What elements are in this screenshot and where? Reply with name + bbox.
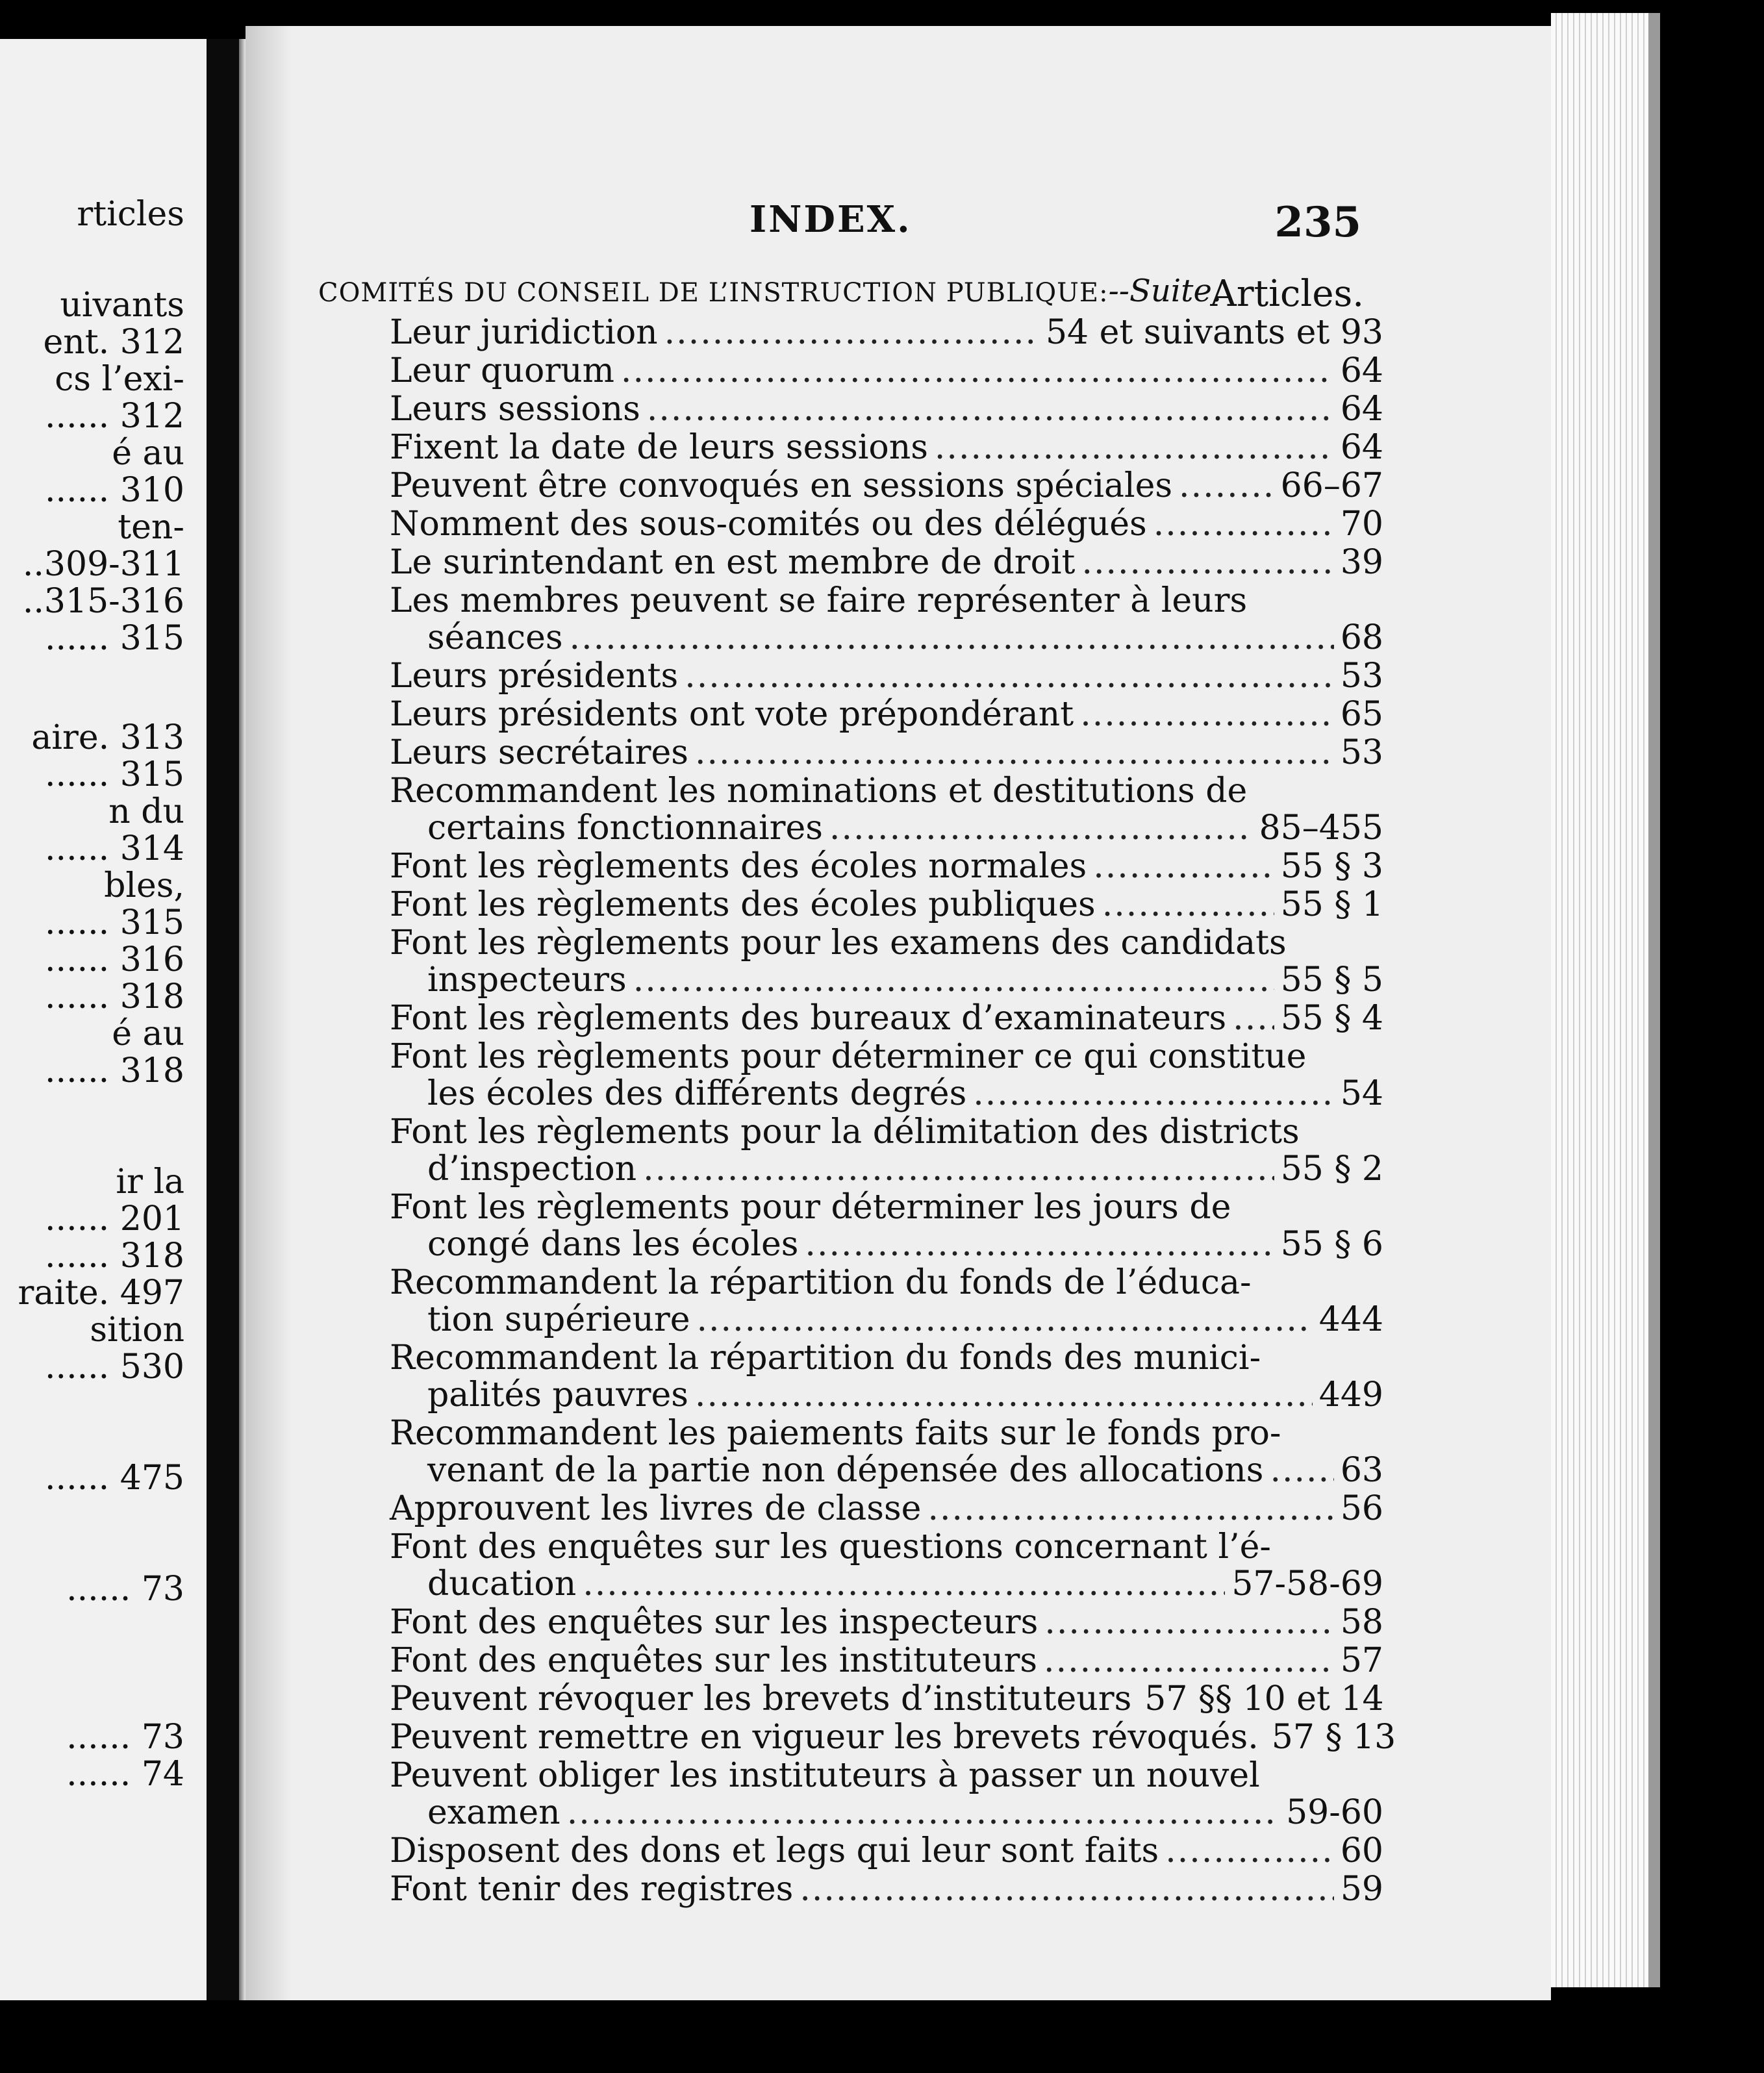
dot-leader bbox=[1165, 1831, 1334, 1870]
dot-leader bbox=[829, 809, 1253, 848]
index-entry bbox=[390, 543, 1383, 580]
article-reference: 65 bbox=[1340, 695, 1383, 734]
facing-page-line: ent. 312 bbox=[43, 323, 184, 362]
facing-page-line: é au bbox=[112, 1014, 184, 1053]
entry-text: Le surintendant en est membre de droit bbox=[390, 543, 1076, 582]
article-reference: 57 bbox=[1340, 1641, 1383, 1680]
entry-text: Font les règlements des bureaux d’examinateurs bbox=[390, 999, 1227, 1038]
dot-leader bbox=[696, 1300, 1312, 1339]
facing-page-line: ...... 316 bbox=[45, 940, 184, 979]
page-number: 235 bbox=[1274, 198, 1361, 247]
index-entry bbox=[390, 885, 1383, 922]
index-entry bbox=[390, 1756, 1383, 1830]
article-reference: 55 § 1 bbox=[1280, 885, 1383, 924]
index-entry bbox=[390, 1489, 1383, 1526]
facing-page-line: sition bbox=[90, 1311, 184, 1350]
facing-page-line: n du bbox=[108, 792, 184, 831]
facing-page-line: ..315-316 bbox=[22, 582, 184, 621]
entry-text: palités pauvres bbox=[427, 1376, 688, 1414]
entry-text: Font les règlements pour déterminer les jours de bbox=[390, 1188, 1231, 1227]
column-label: Articles. bbox=[1210, 273, 1364, 315]
entry-text: Leur quorum bbox=[390, 351, 614, 390]
index-page bbox=[246, 26, 1551, 2000]
article-reference: 57 §§ 10 et 14 bbox=[1144, 1679, 1384, 1718]
article-reference: 70 bbox=[1340, 505, 1383, 544]
index-entry bbox=[390, 999, 1383, 1036]
page-header bbox=[246, 198, 1551, 250]
article-reference: 55 § 2 bbox=[1280, 1150, 1383, 1188]
index-entry bbox=[390, 505, 1383, 542]
index-entry bbox=[390, 1679, 1383, 1716]
entry-text: Font les règlements pour les examens des candidats bbox=[390, 923, 1287, 962]
article-reference: 64 bbox=[1340, 390, 1383, 429]
dot-leader bbox=[1179, 466, 1274, 505]
entry-text: Recommandent les nominations et destitutions de bbox=[390, 772, 1248, 810]
dot-leader bbox=[583, 1564, 1225, 1603]
dot-leader bbox=[1270, 1451, 1333, 1490]
facing-page-line: ir la bbox=[116, 1162, 184, 1201]
entry-text: Font des enquêtes sur les instituteurs bbox=[390, 1641, 1038, 1680]
entry-text: Peuvent révoquer les brevets d’instituteurs bbox=[390, 1679, 1132, 1718]
facing-page-line: ...... 318 bbox=[45, 1051, 184, 1090]
entry-text: Font les règlements des écoles publiques bbox=[390, 885, 1096, 924]
article-reference: 54 et suivants et 93 bbox=[1045, 313, 1383, 352]
entry-text: Disposent des dons et legs qui leur sont faits bbox=[390, 1831, 1159, 1870]
facing-page-line: ...... 74 bbox=[66, 1755, 184, 1794]
dot-leader bbox=[685, 657, 1334, 696]
index-entry bbox=[390, 1870, 1383, 1907]
article-reference: 58 bbox=[1340, 1603, 1383, 1642]
dot-leader bbox=[567, 1793, 1279, 1832]
dot-leader bbox=[927, 1489, 1333, 1528]
index-entry bbox=[390, 351, 1383, 388]
dot-leader bbox=[805, 1225, 1274, 1264]
article-reference: 59-60 bbox=[1286, 1793, 1383, 1832]
index-entry bbox=[390, 313, 1383, 350]
dot-leader bbox=[570, 618, 1334, 657]
page-edges bbox=[1551, 13, 1648, 1987]
section-continuation: --Suite. bbox=[1108, 273, 1222, 309]
section-title: COMITÉS DU CONSEIL DE L’INSTRUCTION PUBLIQUE: bbox=[318, 278, 1109, 308]
dot-leader bbox=[1081, 543, 1333, 582]
entry-text: Fixent la date de leurs sessions bbox=[390, 428, 928, 467]
facing-page-line: rticles bbox=[77, 195, 184, 234]
article-reference: 56 bbox=[1340, 1489, 1383, 1528]
entry-text: tion supérieure bbox=[427, 1300, 690, 1339]
article-reference: 39 bbox=[1340, 543, 1383, 582]
facing-page-line: ...... 73 bbox=[66, 1718, 184, 1757]
article-reference: 55 § 4 bbox=[1280, 999, 1383, 1038]
dot-leader bbox=[621, 351, 1334, 390]
facing-page-line: raite. 497 bbox=[18, 1274, 184, 1313]
index-entry bbox=[390, 1263, 1383, 1337]
index-entry bbox=[390, 1112, 1383, 1187]
index-entry bbox=[390, 1718, 1396, 1757]
article-reference: 63 bbox=[1340, 1451, 1383, 1490]
facing-page-line: uivants bbox=[60, 286, 184, 325]
running-head: INDEX. bbox=[750, 198, 912, 241]
dot-leader bbox=[800, 1870, 1333, 1909]
entry-text: ducation bbox=[427, 1564, 577, 1603]
dot-leader bbox=[1102, 885, 1274, 924]
entry-text: Recommandent la répartition du fonds de l’éduca- bbox=[390, 1263, 1252, 1302]
facing-page-line: é au bbox=[112, 434, 184, 473]
index-entry bbox=[390, 1037, 1383, 1111]
dot-leader bbox=[935, 428, 1334, 467]
dot-leader bbox=[695, 1376, 1313, 1414]
entry-text: certains fonctionnaires bbox=[427, 809, 823, 848]
article-reference: 64 bbox=[1340, 351, 1383, 390]
article-reference: 444 bbox=[1318, 1300, 1383, 1339]
index-entry bbox=[390, 466, 1383, 503]
facing-page-line: cs l’exi- bbox=[55, 360, 184, 399]
index-entry bbox=[390, 1831, 1383, 1868]
facing-page-line: ...... 530 bbox=[45, 1348, 184, 1387]
facing-page-line: ...... 201 bbox=[45, 1200, 184, 1238]
facing-page-line: ...... 318 bbox=[45, 977, 184, 1016]
index-entry bbox=[390, 733, 1383, 770]
dot-leader bbox=[695, 733, 1334, 772]
facing-page-line: ...... 312 bbox=[45, 397, 184, 436]
index-entry bbox=[390, 1527, 1383, 1602]
entry-text: Font les règlements pour la délimitation des districts bbox=[390, 1112, 1300, 1151]
article-reference: 54 bbox=[1340, 1074, 1383, 1113]
facing-page-left bbox=[0, 39, 207, 2000]
article-reference: 53 bbox=[1340, 657, 1383, 696]
index-entry bbox=[390, 1603, 1383, 1640]
index-entry bbox=[390, 1338, 1383, 1413]
page-edges-shadow bbox=[1648, 13, 1660, 1987]
entry-text: Leurs présidents ont vote prépondérant bbox=[390, 695, 1074, 734]
entry-text: congé dans les écoles bbox=[427, 1225, 799, 1264]
dot-leader bbox=[1080, 695, 1334, 734]
index-entry bbox=[390, 847, 1383, 884]
entry-text: Font tenir des registres bbox=[390, 1870, 794, 1909]
dot-leader bbox=[643, 1150, 1274, 1188]
index-entry bbox=[390, 581, 1383, 655]
dot-leader bbox=[1044, 1603, 1334, 1642]
facing-page-line: ...... 310 bbox=[45, 471, 184, 510]
spine-edge bbox=[239, 39, 246, 2000]
article-reference: 53 bbox=[1340, 733, 1383, 772]
dot-leader bbox=[973, 1074, 1334, 1113]
article-reference: 68 bbox=[1340, 618, 1383, 657]
entry-text: Les membres peuvent se faire représenter à leurs bbox=[390, 581, 1248, 620]
facing-page-line: ...... 315 bbox=[45, 619, 184, 658]
entry-text: les écoles des différents degrés bbox=[427, 1074, 967, 1113]
entry-text: Approuvent les livres de classe bbox=[390, 1489, 922, 1528]
index-entry bbox=[390, 1414, 1383, 1488]
index-entry bbox=[390, 390, 1383, 427]
dot-leader bbox=[633, 961, 1274, 999]
entry-text: Font les règlements des écoles normales bbox=[390, 847, 1087, 886]
article-reference: 66–67 bbox=[1280, 466, 1383, 505]
index-entry bbox=[390, 428, 1383, 465]
article-reference: 59 bbox=[1340, 1870, 1383, 1909]
facing-page-line: ...... 318 bbox=[45, 1237, 184, 1275]
entry-text: examen bbox=[427, 1793, 561, 1832]
entry-text: Peuvent remettre en vigueur les brevets révoqués. bbox=[390, 1718, 1259, 1757]
article-reference: 64 bbox=[1340, 428, 1383, 467]
entry-text: d’inspection bbox=[427, 1150, 637, 1188]
gutter-shadow bbox=[246, 26, 291, 2000]
entry-text: Recommandent la répartition du fonds des munici- bbox=[390, 1338, 1261, 1377]
facing-page-line: ...... 315 bbox=[45, 755, 184, 794]
article-reference: 55 § 6 bbox=[1280, 1225, 1383, 1264]
entry-text: Leurs sessions bbox=[390, 390, 640, 429]
article-reference: 55 § 3 bbox=[1280, 847, 1383, 886]
entry-text: Font des enquêtes sur les inspecteurs bbox=[390, 1603, 1039, 1642]
index-entry bbox=[390, 923, 1383, 998]
entry-text: Nomment des sous-comités ou des délégués bbox=[390, 505, 1147, 544]
entry-text: Peuvent obliger les instituteurs à passer un nouvel bbox=[390, 1756, 1260, 1795]
facing-page-line: ten- bbox=[118, 508, 184, 547]
dot-leader bbox=[1233, 999, 1274, 1038]
facing-page-line: ...... 475 bbox=[45, 1459, 184, 1498]
facing-page-line: ...... 73 bbox=[66, 1570, 184, 1609]
entry-text: Leurs secrétaires bbox=[390, 733, 688, 772]
article-reference: 85–455 bbox=[1259, 809, 1383, 848]
book-spine bbox=[207, 39, 239, 2000]
dot-leader bbox=[1093, 847, 1274, 886]
dot-leader bbox=[1044, 1641, 1334, 1680]
article-reference: 60 bbox=[1340, 1831, 1383, 1870]
index-entry bbox=[390, 772, 1383, 846]
entry-text: séances bbox=[427, 618, 563, 657]
entry-text: Recommandent les paiements faits sur le fonds pro- bbox=[390, 1414, 1281, 1453]
entry-text: Leur juridiction bbox=[390, 313, 658, 352]
entry-text: Font des enquêtes sur les questions concernant l’é- bbox=[390, 1527, 1271, 1566]
article-reference: 57 § 13 bbox=[1271, 1718, 1396, 1757]
index-entry bbox=[390, 657, 1383, 694]
dot-leader bbox=[1153, 505, 1334, 544]
index-entries bbox=[390, 313, 1396, 1909]
article-reference: 57-58-69 bbox=[1231, 1564, 1383, 1603]
dot-leader bbox=[647, 390, 1334, 429]
facing-page-line: aire. 313 bbox=[31, 718, 184, 757]
section-heading bbox=[318, 273, 1364, 315]
index-entry bbox=[390, 695, 1383, 732]
index-entry bbox=[390, 1188, 1383, 1262]
facing-page-line: ...... 315 bbox=[45, 903, 184, 942]
article-reference: 449 bbox=[1318, 1376, 1383, 1414]
facing-page-line: ...... 314 bbox=[45, 829, 184, 868]
index-entry bbox=[390, 1641, 1383, 1678]
dot-leader bbox=[664, 313, 1039, 352]
entry-text: Peuvent être convoqués en sessions spéciales bbox=[390, 466, 1173, 505]
article-reference: 55 § 5 bbox=[1280, 961, 1383, 999]
facing-page-line: bles, bbox=[104, 866, 184, 905]
entry-text: inspecteurs bbox=[427, 961, 627, 999]
entry-text: venant de la partie non dépensée des allocations bbox=[427, 1451, 1264, 1490]
entry-text: Font les règlements pour déterminer ce qui constitue bbox=[390, 1037, 1307, 1076]
facing-page-line: ..309-311 bbox=[22, 545, 184, 584]
entry-text: Leurs présidents bbox=[390, 657, 679, 696]
